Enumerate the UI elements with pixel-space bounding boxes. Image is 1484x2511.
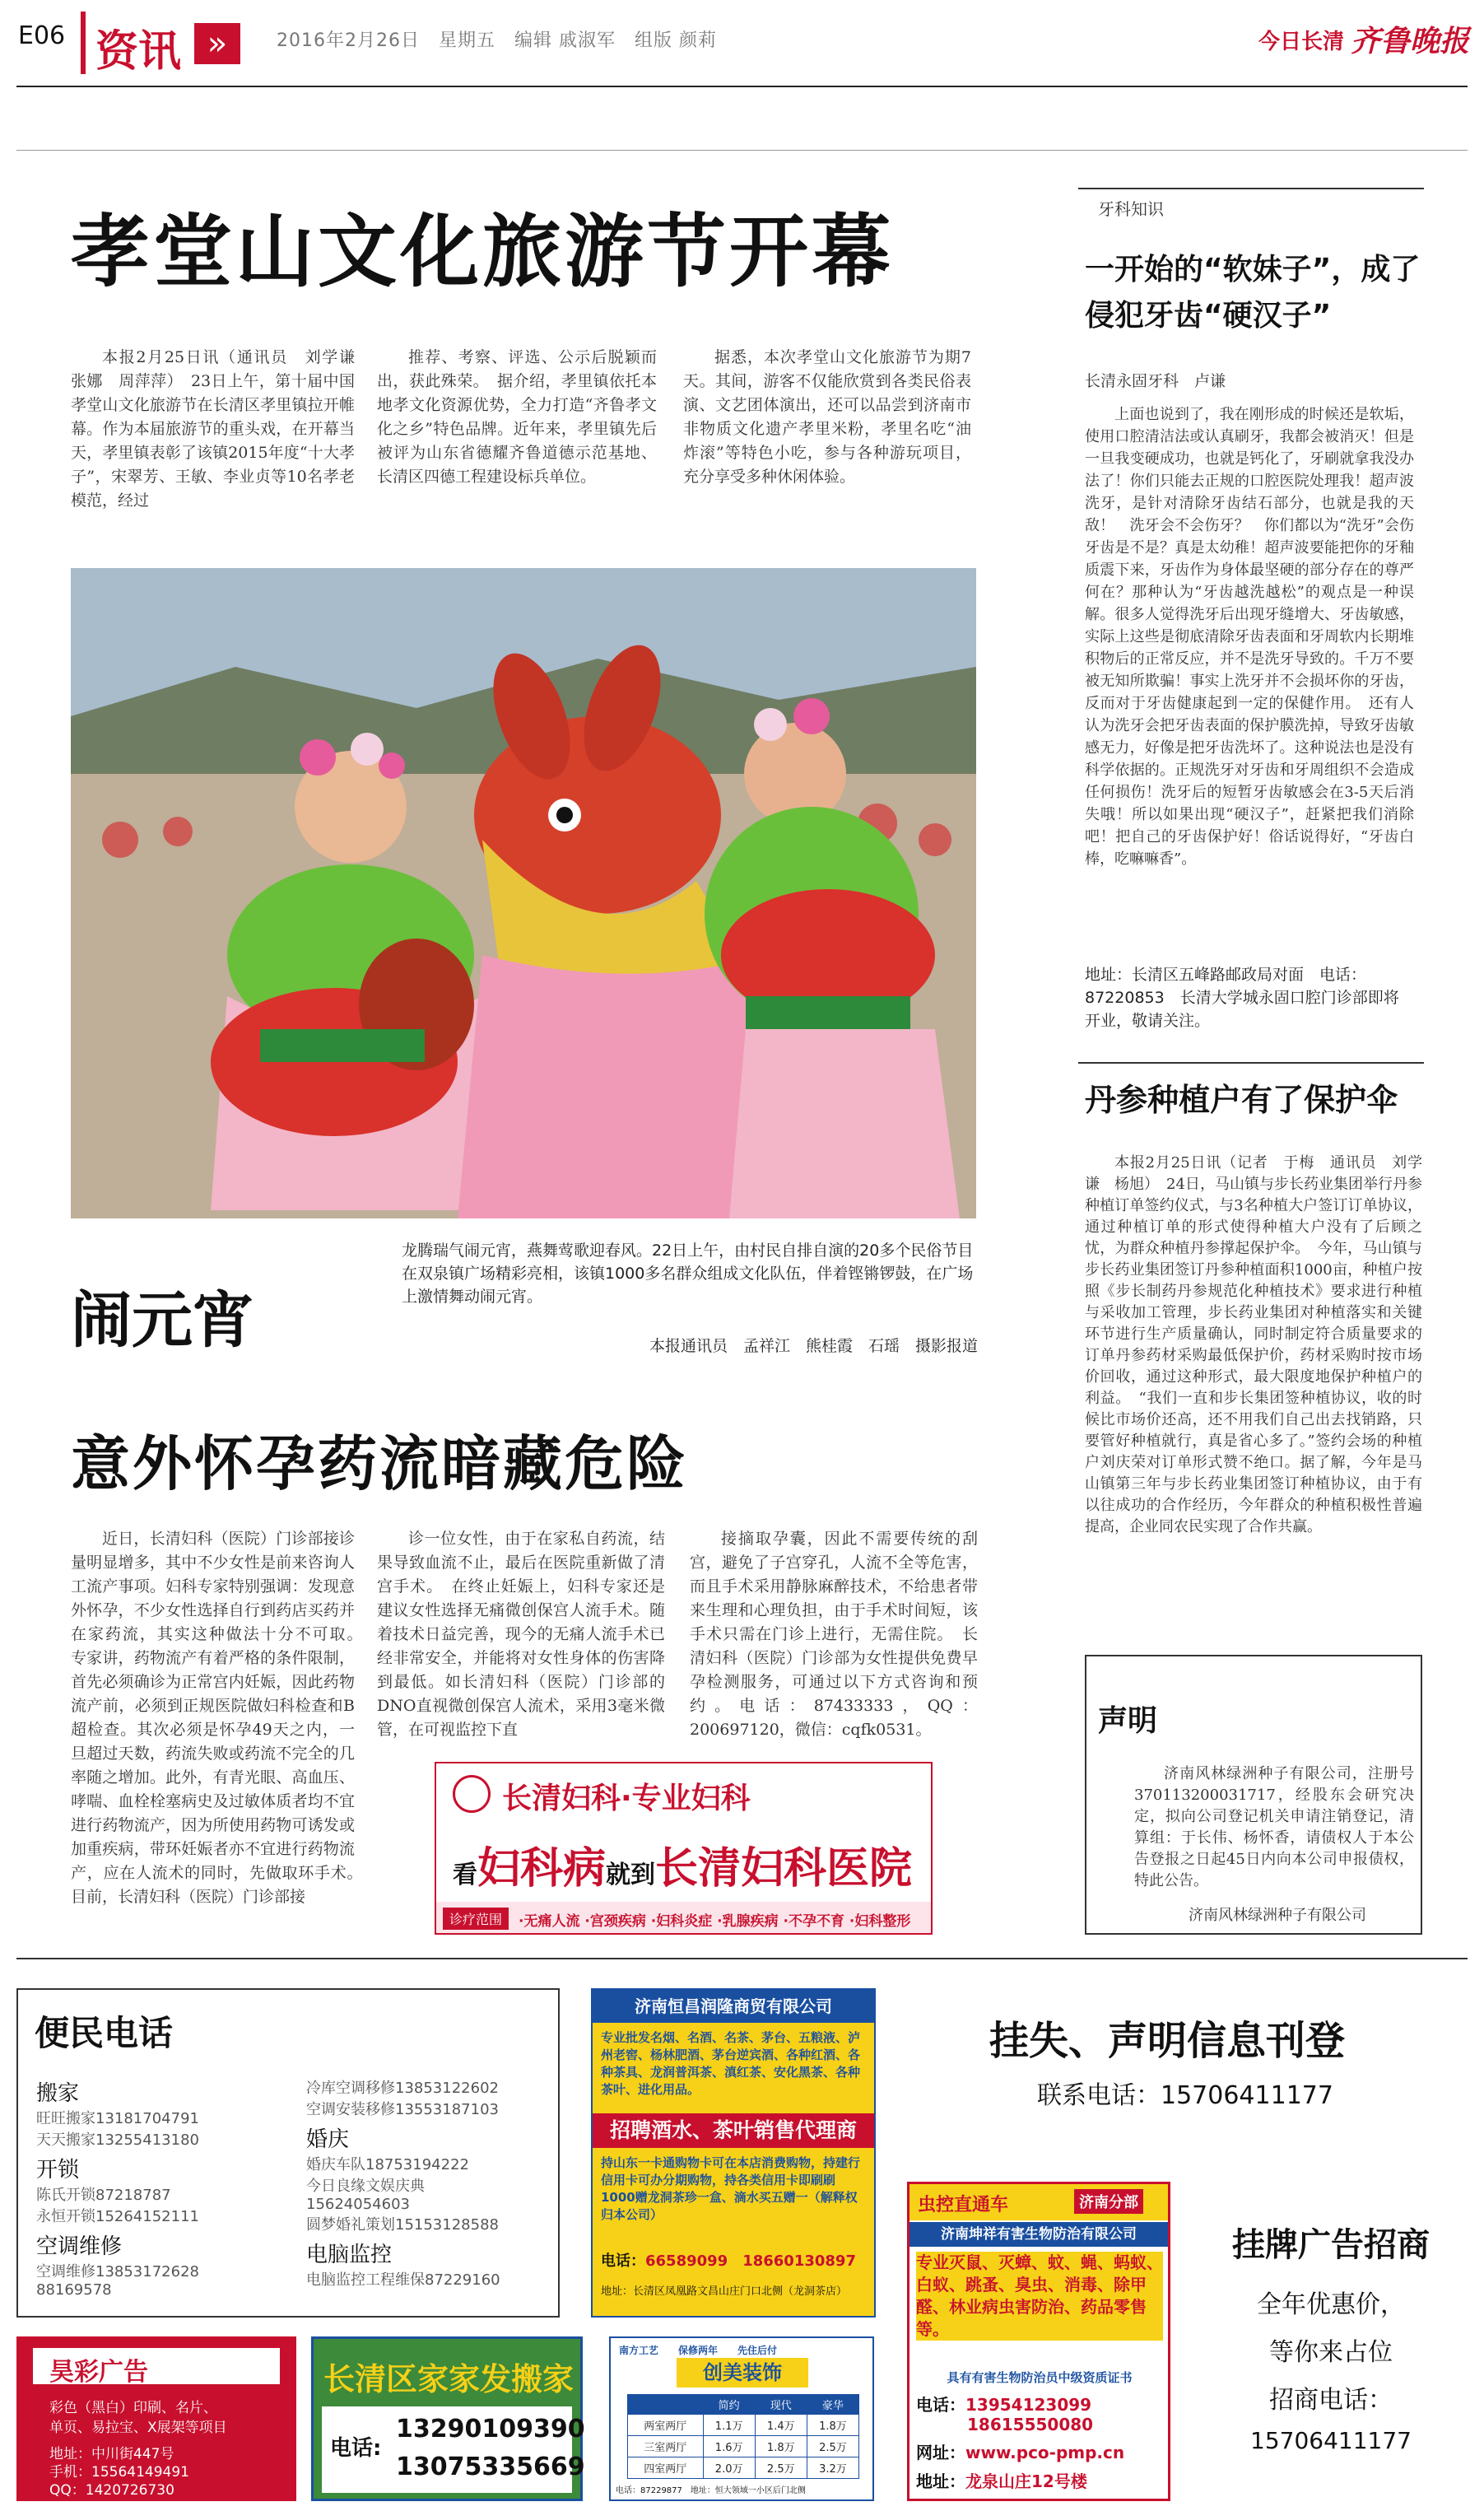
hospital-logo-icon [453,1775,491,1813]
ad-recruit-title: 挂牌广告招商 [1232,2226,1430,2264]
ad-recruit-line2: 等你来占位 [1269,2338,1393,2367]
main-headline: 孝堂山文化旅游节开幕 [71,206,894,298]
abortion-col1: 近日，长清妇科（医院）门诊部接诊量明显增多，其中不少女性是前来咨询人工流产事项。妇科专家特别强调：发现意外怀孕，不少女性选择自行到药店买药并在家药流，其实这种做法十分不可取。 专家讲，药物流产有着严格的条件限制，首先必须确诊为正常宫内妊娠，因此药物流产前，必须到正规医院做妇科检查和B超检查。其次必须是怀孕49天之内，一旦超过天数，药流失败或药流不完全的几率随之增加。此外，有青光眼、高血压、哮喘、血栓栓塞病史及过敏体质者均不宜进行药物流产，因为所使用药物可诱发或加重疾病，带环妊娠者亦不宜进行药物流产，应在人流术的同时，先做取环手术。 目前，长清妇科（医院）门诊部接 [71,1530,371,1906]
photo-title: 闹元宵 [71,1285,254,1356]
lost-notice-ad[interactable] [923,1992,1467,2116]
directory-title: 便民电话 [35,2013,174,2053]
moving-tel1: 13290109390 [396,2415,585,2443]
haocai-line1: 彩色（黑白）印刷、名片、 [49,2400,217,2416]
pest-web: 网址：www.pco-pmp.cn [916,2443,1125,2462]
scope-list: ·无痛人流 ·宫颈疾病 ·妇科炎症 ·乳腺疾病 ·不孕不育 ·妇科整形 [519,1913,911,1930]
chevron-right-icon: » [194,23,240,64]
decor-foot: 电话：87229877 地址：恒大领域一小区后门北侧 [616,2486,806,2495]
dental-address: 地址：长清区五峰路邮政局对面 电话：87220853 长清大学城永固口腔门诊部即将开业，敬请关注。 [1085,966,1399,1030]
ad-recruit-line1: 全年优惠价， [1257,2290,1405,2319]
ad-recruit[interactable] [1195,2182,1467,2501]
moving-tel2: 13075335669 [396,2453,585,2481]
liquor-addr: 地址：长清区凤凰路文昌山庄门口北侧（龙洞茶店） [601,2285,848,2298]
decor-top: 南方工艺 保修两年 先住后付 [619,2345,778,2356]
ads-divider [16,1958,1468,1959]
notice-title: 声明 [1098,1704,1158,1738]
scope-label: 诊疗范围 [443,1908,509,1930]
directory-col2: 冷库空调移修13853122602 空调安装移修13553187103 婚庆 婚庆车队18753194222 今日良缘文娱庆典 15624054603 圆梦婚礼策划15153128588 电脑监控 电脑监控工程维保87229160 [306,2080,500,2289]
haocai-line2: 单页、易拉宝、X展架等项目 [49,2420,227,2436]
dental-kicker: 牙科知识 [1098,199,1164,219]
pest-ad[interactable] [907,2182,1170,2501]
notice-body: 济南风林绿洲种子有限公司，注册号370113200031717，经股东会研究决定，拟向公司登记机关申请注销登记，清算组：于长伟、杨怀香，请债权人于本公告登报之日起45日内向本公司申报债权，特此公告。 [1134,1765,1414,1889]
decor-ad[interactable] [609,2336,874,2501]
ad-recruit-line3: 招商电话： [1269,2386,1393,2415]
liquor-recruit: 招聘酒水、茶叶销售代理商 [593,2113,874,2148]
issue-meta: 2016年2月26日 星期五 编辑 戚淑军 组版 颜莉 [277,30,717,51]
liquor-company: 济南恒昌润隆商贸有限公司 [593,1990,874,2023]
liquor-promo: 持山东一卡通购物卡可在本店消费购物，持建行信用卡可办分期购物，持各类信用卡即刷刷1000赠龙洞茶珍一盒、滴水买五赠一（解释权归本公司） [601,2155,861,2222]
dancers-illustration [71,568,976,1218]
moving-tel-label: 电话: [330,2436,382,2461]
header-rule [16,86,1468,87]
haocai-brand: 昊彩广告 [49,2358,148,2387]
liquor-products: 专业批发名烟、名酒、名茶、茅台、五粮液、泸州老窖、杨林肥酒、茅台逆宾酒、各种红酒、各种茶具、龙润普洱茶、滇红茶、安化黑茶、各种茶叶、进化用品。 [601,2030,861,2097]
liquor-tel: 电话：66589099 18660130897 [601,2252,856,2270]
photo-caption: 龙腾瑞气闹元宵，燕舞莺歌迎春风。22日上午，由村民自排自演的20多个民俗节目在双泉镇广场精彩亮相，该镇1000多名群众组成文化队伍，伴着铿锵锣鼓，在广场上激情舞动闹元宵。 [402,1242,974,1306]
haocai-phone: 手机：15564149491 [49,2464,189,2481]
pest-slogan: 专业灭鼠、灭蟑、蚊、蝇、蚂蚁、白蚁、跳蚤、臭虫、消毒、除甲醛、林业病虫害防治、药品零售等。 [916,2252,1163,2339]
herb-body: 本报2月25日讯（记者 于梅 通讯员 刘学谦 杨旭） 24日，马山镇与步长药业集团举行丹参种植订单签约仪式，与3名种植大户签订订单协议，通过种植订单的形式使得种植大户没有了后顾之忧，为群众种植丹参撑起保护伞。 今年，马山镇与步长药业集团签订丹参种植面积1000亩，种植户按照《步长制药丹参规范化种植技术》要求进行种植与采收加工管理，步长药业集团对种植落实和关键环节进行生产质量确认，同时制定符合质量要求的订单丹参药材采购最低保护价，药材采购时按市场价回收，通过这种形式，最大限度地保护种植户的利益。 “我们一直和步长集团签种植协议，收的时候比市场价还高，还不用我们自己出去找销路，只要管好种植就行，真是省心多了。”签约会场的种植户刘庆荣对订单形式赞不绝口。据了解，今年是马山镇第三年与步长药业集团签订种植协议，由于有以往成功的合作经历，今年群众的种植积极性普遍提高，企业同农民实现了合作共赢。 [1085,1154,1422,1535]
edition-name: 今日长清 [1258,30,1344,54]
hospital-ad-title: 长清妇科·专业妇科 [502,1782,751,1815]
pest-branch: 济南分部 [1074,2189,1143,2214]
decor-price-table: 简约 现代 豪华 两室两厅 1.1万 1.4万 1.8万 三室两厅 1.6万 1.8万 2.5万 四室两厅 2.0万 2.5万 3.2万 [627,2394,859,2479]
newspaper-logo: 齐鲁晚报 [1350,24,1469,58]
pest-addr: 地址：龙泉山庄12号楼 [916,2471,1087,2491]
section-label: 资讯 [81,12,255,74]
pest-tel2: 18615550080 [967,2415,1094,2434]
dental-headline: 一开始的“软妹子”，成了侵犯牙齿“硬汉子” [1085,253,1421,333]
lantern-festival-photo [71,568,976,1218]
pest-tel: 电话：13954123099 [916,2395,1092,2415]
photo-credit: 本报通讯员 孟祥江 熊桂霞 石瑶 摄影报道 [649,1337,978,1355]
notice-box [1085,1655,1422,1935]
page-number: E06 [18,21,66,50]
pest-cert: 具有有害生物防治员中级资质证书 [947,2370,1133,2385]
hospital-ad[interactable] [435,1762,933,1935]
directory-col1: 搬家 旺旺搬家13181704791 天天搬家13255413180 开锁 陈氏开锁87218787 永恒开锁15264152111 空调维修 空调维修13853172628 88169578 [36,2081,199,2299]
directory-box [16,1988,560,2318]
abortion-col2: 诊一位女性，由于在家私自药流，结果导致血流不止，最后在医院重新做了清宫手术。 在终止妊娠上，妇科专家还是建议女性选择无痛微创保宫人流手术。随着技术日益完善，现今的无痛人流手术已经非常安全，并能将对女性身体的伤害降到最低。如长清妇科（医院）门诊部的DNO直视微创保宫人流术，采用3毫米微管，在可视监控下直 [377,1530,665,1739]
moving-title: 长清区家家发搬家 [323,2361,575,2397]
pest-company: 济南坤祥有害生物防治有限公司 [909,2222,1168,2247]
herb-headline: 丹参种植户有了保护伞 [1085,1082,1398,1118]
dental-byline: 长清永固牙科 卢谦 [1085,372,1226,390]
notice-sign: 济南风林绿洲种子有限公司 [1189,1907,1366,1924]
liquor-ad[interactable] [591,1988,876,2318]
haocai-ad[interactable] [16,2336,296,2501]
lost-title: 挂失、声明信息刊登 [989,2018,1346,2064]
top-rule [16,150,1468,151]
ad-recruit-tel: 15706411177 [1250,2427,1412,2454]
main-article-col2: 推荐、考察、评选、公示后脱颖而出，获此殊荣。 据介绍，孝里镇依托本地孝文化资源优势，全力打造“齐鲁孝文化之乡”特色品牌。近年来，孝里镇先后被评为山东省德耀齐鲁道德示范基地、长清区四德工程建设标兵单位。 [377,348,657,486]
abortion-headline: 意外怀孕药流暗藏危险 [71,1429,689,1498]
pest-logo: 虫控直通车 [918,2195,1009,2215]
haocai-addr: 地址：中川街447号 [49,2446,174,2462]
decor-brand: 创美装饰 [677,2358,808,2388]
main-article-col3: 据悉，本次孝堂山文化旅游节为期7天。其间，游客不仅能欣赏到各类民俗表演、文艺团体演出，还可以品尝到济南市非物质文化遗产孝里米粉，孝里名吃“油炸滚”等特色小吃，参与各种游玩项目，充分享受多种休闲体验。 [683,348,971,486]
hospital-slogan: 看妇科病就到长清妇科医院 [453,1844,913,1894]
dental-body: 上面也说到了，我在刚形成的时候还是软垢，使用口腔清洁法或认真刷牙，我都会被消灭！但是一旦我变硬成功，也就是钙化了，牙刷就拿我没办法了！你们只能去正规的口腔医院处理我！超声波洗牙，是针对清除牙齿结石部分，也就是我的天敌！ 洗牙会不会伤牙？ 你们都以为“洗牙”会伤牙齿是不是？真是太幼稚！超声波要能把你的牙釉质震下来，牙齿作为身体最坚硬的部分存在的尊严何在？那种认为“牙齿越洗越松”的观点是一种误解。很多人觉得洗牙后出现牙缝增大、牙齿敏感，实际上这些是彻底清除牙齿表面和牙周软内长期堆积物后的正常反应，并不是洗牙导致的。千万不要被无知所欺骗！事实上洗牙并不会损坏你的牙齿，反而对于牙齿健康起到一定的保健作用。 还有人认为洗牙会把牙齿表面的保护膜洗掉，导致牙齿敏感无力，好像是把牙齿洗坏了。这种说法也是没有科学依据的。正规洗牙对牙齿和牙周组织不会造成任何损伤！洗牙后的短暂牙齿敏感会在3-5天后消失哦！所以如果出现“硬汉子”，赶紧把我们消除吧！把自己的牙齿保护好！俗话说得好，“牙齿白棒，吃嘛嘛香”。 [1085,406,1414,868]
moving-ad[interactable] [311,2336,583,2501]
abortion-col3: 接摘取孕囊，因此不需要传统的刮宫，避免了子宫穿孔，人流不全等危害，而且手术采用静脉麻醉技术，不给患者带来生理和心理负担，由于手术时间短，该手术只需在门诊上进行，无需住院。 长清妇科（医院）门诊部为女性提供免费早孕检测服务，可通过以下方式咨询和预约。电话：87433333，QQ：200697120，微信：cqfk0531。 [690,1530,978,1739]
haocai-qq: QQ：1420726730 [49,2482,174,2499]
lost-tel: 联系电话：15706411177 [1037,2081,1333,2110]
main-article-col1: 本报2月25日讯（通讯员 刘学谦 张娜 周萍萍） 23日上午，第十届中国孝堂山文化旅游节在长清区孝里镇拉开帷幕。作为本届旅游节的重头戏，在开幕当天，孝里镇表彰了该镇2015年度“十大孝子”，宋翠芳、王敏、李业贞等10名孝老模范，经过 [71,348,371,510]
